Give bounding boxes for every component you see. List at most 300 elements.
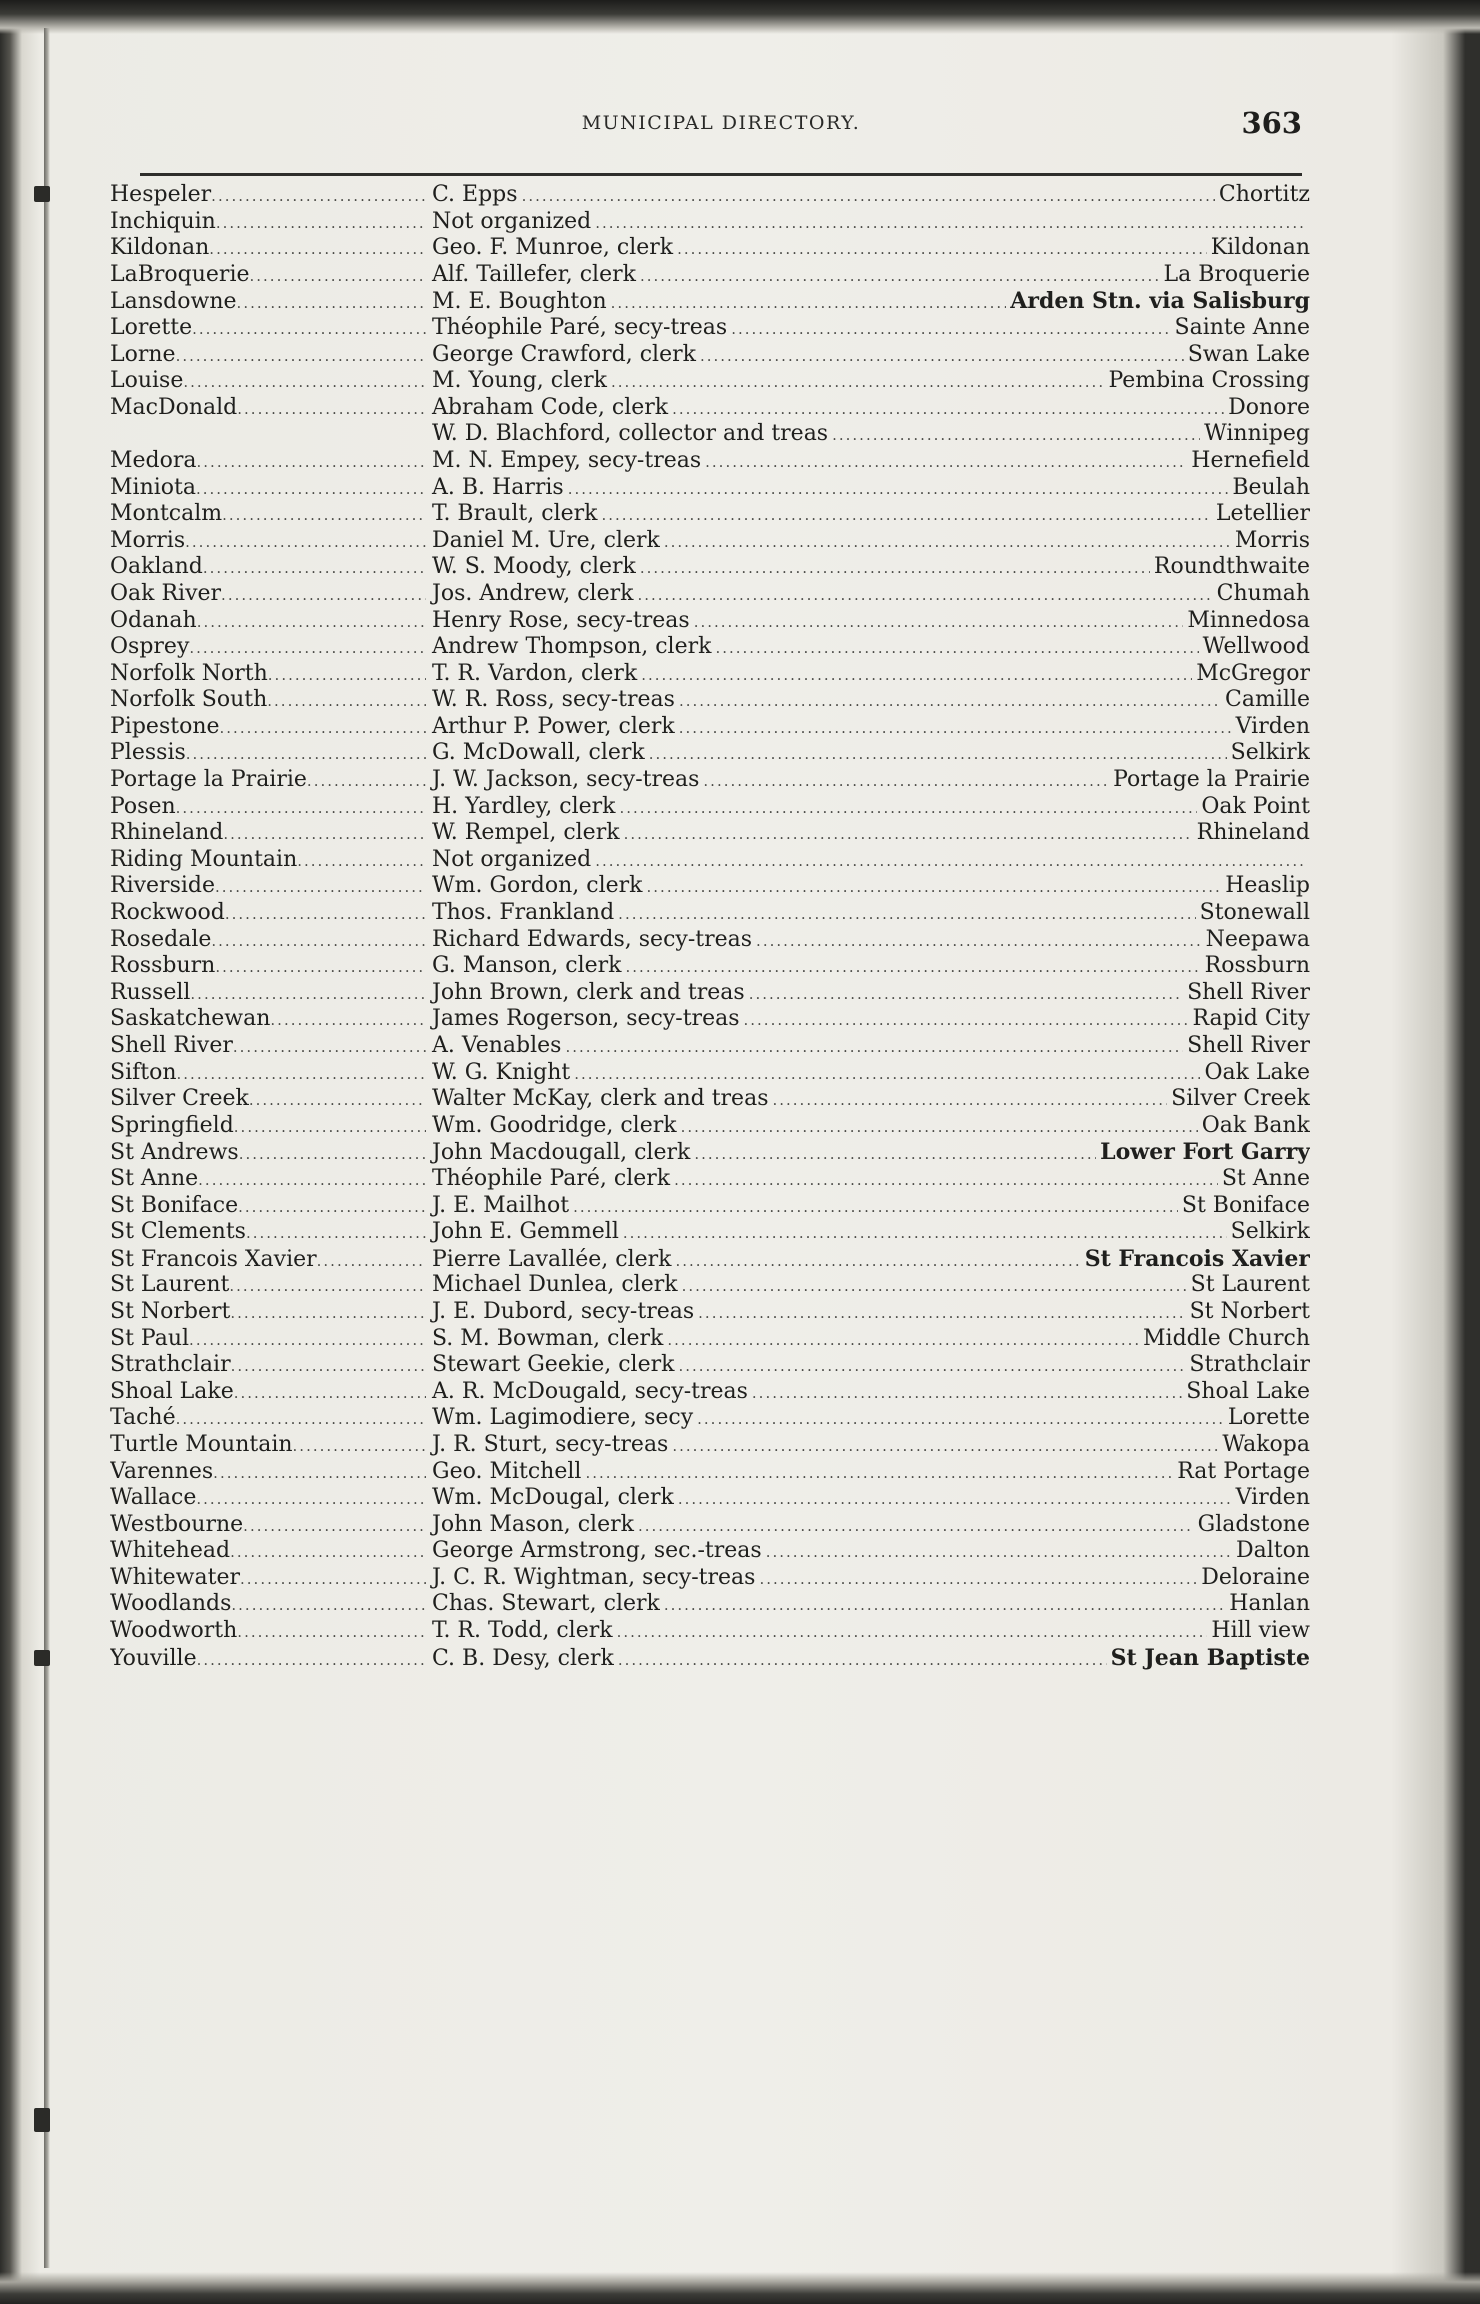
- municipality-name: St Paul: [110, 1325, 190, 1351]
- directory-entry: [110, 1459, 1310, 1486]
- officer-name: Wm. Goodridge, clerk: [432, 1112, 677, 1138]
- municipality-name: Saskatchewan: [110, 1006, 271, 1032]
- municipality-cell: [110, 1538, 426, 1565]
- officer-name: J. W. Jackson, secy-treas: [432, 767, 700, 793]
- municipality-name: Pipestone: [110, 713, 220, 739]
- municipality-name: Lorette: [110, 314, 193, 340]
- municipality-name: Russell: [110, 979, 191, 1005]
- municipality-cell: [110, 581, 426, 608]
- municipality-name: Inchiquin: [110, 208, 216, 234]
- directory-entry: [110, 687, 1310, 714]
- municipality-name: Portage la Prairie: [110, 767, 307, 793]
- post-office: Neepawa: [1205, 926, 1310, 952]
- officer-name: George Crawford, clerk: [432, 341, 696, 367]
- post-office: Arden Stn. via Salisburg: [1010, 288, 1310, 315]
- officer-name: A. Venables: [432, 1033, 562, 1058]
- directory-entry: [110, 1246, 1310, 1273]
- dot-leader: [237, 290, 426, 315]
- municipality-cell: [110, 767, 426, 794]
- municipality-name: St Clements: [110, 1219, 246, 1245]
- officer-name: John Brown, clerk and treas: [432, 979, 745, 1005]
- municipality-name: Oakland: [110, 554, 203, 580]
- directory-entry: [110, 182, 1310, 209]
- dot-leader: [240, 1566, 426, 1592]
- dot-leader: [225, 901, 426, 927]
- officer-name: J. R. Sturt, secy-treas: [432, 1431, 669, 1457]
- dot-leader: [565, 1034, 1183, 1060]
- municipality-name: Rockwood: [110, 900, 225, 926]
- officer-name: Wm. McDougal, clerk: [432, 1485, 674, 1511]
- directory-entry: [110, 1219, 1310, 1246]
- post-office: Hill view: [1211, 1618, 1310, 1644]
- municipality-cell: [110, 1033, 426, 1060]
- post-office: Chortitz: [1218, 182, 1310, 207]
- dot-leader: [198, 1167, 426, 1193]
- municipality-cell: [110, 661, 426, 688]
- officer-name: A. B. Harris: [432, 474, 564, 500]
- dot-leader: [211, 928, 426, 954]
- municipality-name: LaBroquerie: [110, 261, 250, 287]
- officer-name: Walter McKay, clerk and treas: [432, 1086, 769, 1112]
- directory-entry: [110, 288, 1310, 315]
- dot-leader: [574, 1061, 1200, 1087]
- officer-name: Richard Edwards, secy-treas: [432, 926, 753, 952]
- dot-leader: [176, 1406, 426, 1432]
- dot-leader: [293, 1433, 426, 1459]
- directory-entry: [110, 1006, 1310, 1033]
- municipality-name: Oak River: [110, 580, 222, 606]
- dot-leader: [203, 555, 426, 581]
- municipality-cell: [110, 1646, 426, 1672]
- dot-leader: [697, 1406, 1224, 1432]
- municipality-cell: [110, 1618, 426, 1645]
- officer-name: Not organized: [432, 208, 592, 234]
- municipality-name: Westbourne: [110, 1511, 244, 1537]
- dot-leader: [715, 635, 1198, 661]
- municipality-cell: [110, 289, 426, 315]
- municipality-cell: [110, 953, 426, 980]
- directory-entry: [110, 714, 1310, 741]
- municipality-name: Osprey: [110, 634, 190, 660]
- post-office: La Broquerie: [1163, 261, 1310, 287]
- directory-entry: [110, 1166, 1310, 1193]
- post-office: Letellier: [1215, 501, 1310, 527]
- municipality-name: Kildonan: [110, 235, 210, 261]
- dot-leader: [832, 422, 1200, 448]
- dot-leader: [196, 1486, 426, 1512]
- municipality-name: Norfolk North: [110, 660, 268, 686]
- dot-leader: [250, 263, 427, 289]
- dot-leader: [197, 1647, 426, 1672]
- dot-leader: [649, 741, 1227, 767]
- post-office: Hanlan: [1229, 1591, 1310, 1617]
- post-office: Dalton: [1235, 1538, 1310, 1564]
- municipality-cell: [110, 1352, 426, 1379]
- post-office: St Anne: [1221, 1165, 1310, 1191]
- post-office: Virden: [1235, 1485, 1310, 1511]
- dot-leader: [267, 688, 426, 714]
- municipality-name: Morris: [110, 527, 186, 553]
- directory-entry: [110, 980, 1310, 1007]
- dot-leader: [677, 236, 1207, 262]
- officer-name: A. R. McDougald, secy-treas: [432, 1378, 748, 1404]
- directory-entry: [110, 1139, 1310, 1166]
- directory-entry: [110, 262, 1310, 289]
- directory-entry: [110, 1405, 1310, 1432]
- directory-entry: [110, 847, 1310, 874]
- dot-leader: [231, 1353, 426, 1379]
- post-office: Stonewall: [1199, 900, 1310, 926]
- municipality-name: Taché: [110, 1405, 176, 1431]
- dot-leader: [297, 848, 426, 874]
- dot-leader: [230, 1300, 426, 1326]
- dot-leader: [618, 1647, 1107, 1672]
- post-office: Lower Fort Garry: [1100, 1139, 1310, 1166]
- municipality-name: St Francois Xavier: [110, 1246, 317, 1272]
- dot-leader: [197, 609, 426, 635]
- dot-leader: [209, 236, 426, 262]
- post-office: Donore: [1228, 394, 1310, 420]
- officer-name: Wm. Gordon, clerk: [432, 873, 643, 899]
- post-office: Pembina Crossing: [1108, 368, 1310, 394]
- post-office: Morris: [1234, 527, 1310, 553]
- post-office: Winnipeg: [1204, 421, 1310, 447]
- municipality-name: Youville: [110, 1645, 197, 1671]
- municipality-cell: [110, 1512, 426, 1539]
- dot-leader: [568, 476, 1229, 502]
- municipality-name: St Laurent: [110, 1272, 230, 1298]
- directory-entry: [110, 1618, 1310, 1645]
- dot-leader: [752, 1380, 1182, 1406]
- dot-leader: [246, 1220, 426, 1246]
- officer-name: W. G. Knight: [432, 1059, 571, 1085]
- municipality-name: Lansdowne: [110, 289, 237, 315]
- municipality-cell: [110, 448, 426, 475]
- municipality-cell: [110, 873, 426, 900]
- dot-leader: [674, 1167, 1218, 1193]
- municipality-cell: [110, 1299, 426, 1326]
- post-office: Camille: [1225, 687, 1310, 713]
- directory-entry: [110, 1060, 1310, 1087]
- dot-leader: [679, 715, 1232, 741]
- dot-leader: [611, 369, 1104, 395]
- municipality-name: Riverside: [110, 873, 215, 899]
- officer-name: Théophile Paré, clerk: [432, 1165, 671, 1191]
- post-office: Shoal Lake: [1186, 1378, 1310, 1404]
- municipality-cell: [110, 980, 426, 1007]
- directory-entry: [110, 740, 1310, 767]
- officer-name: Théophile Paré, secy-treas: [432, 314, 728, 340]
- officer-name: W. R. Ross, secy-treas: [432, 687, 675, 713]
- dot-leader: [624, 821, 1193, 847]
- dot-leader: [678, 1353, 1185, 1379]
- municipality-name: Silver Creek: [110, 1086, 249, 1112]
- municipality-name: Shell River: [110, 1033, 233, 1058]
- directory-entry: [110, 581, 1310, 608]
- scan-top-edge: [0, 0, 1480, 34]
- dot-leader: [216, 210, 426, 236]
- municipality-name: Medora: [110, 447, 197, 473]
- dot-leader: [186, 741, 426, 767]
- directory-entry: [110, 342, 1310, 369]
- post-office: Gladstone: [1197, 1511, 1310, 1537]
- dot-leader: [617, 1619, 1208, 1645]
- post-office: St Boniface: [1181, 1192, 1310, 1218]
- dot-leader: [641, 662, 1192, 688]
- dot-leader: [177, 1061, 426, 1087]
- directory-entry: [110, 528, 1310, 555]
- municipality-name: Whitewater: [110, 1564, 241, 1590]
- directory-entry: [110, 927, 1310, 954]
- municipality-cell: [110, 634, 426, 661]
- dot-leader: [522, 183, 1215, 209]
- dot-leader: [694, 609, 1184, 635]
- post-office: Oak Point: [1201, 793, 1310, 819]
- municipality-name: Springfield: [110, 1112, 234, 1138]
- binding-clip-mark: [34, 1650, 50, 1666]
- officer-name: M. N. Empey, secy-treas: [432, 447, 702, 473]
- municipality-name: Shoal Lake: [110, 1378, 234, 1404]
- officer-name: H. Yardley, clerk: [432, 793, 616, 819]
- municipality-cell: [110, 1272, 426, 1299]
- municipality-cell: [110, 1405, 426, 1432]
- post-office: Minnedosa: [1187, 607, 1310, 633]
- officer-name: J. E. Mailhot: [432, 1192, 570, 1218]
- municipality-cell: [110, 1086, 426, 1113]
- officer-name: Pierre Lavallée, clerk: [432, 1246, 672, 1272]
- dot-leader: [190, 981, 426, 1007]
- dot-leader: [611, 290, 1007, 315]
- directory-entry: [110, 421, 1310, 448]
- directory-entry: [110, 395, 1310, 422]
- dot-leader: [196, 476, 426, 502]
- municipality-name: Sifton: [110, 1059, 177, 1085]
- municipality-cell: [110, 209, 426, 236]
- dot-leader: [183, 369, 426, 395]
- directory-entry: [110, 235, 1310, 262]
- municipality-cell: [110, 1591, 426, 1618]
- post-office: Chumah: [1216, 580, 1310, 606]
- municipality-cell: [110, 315, 426, 342]
- post-office: Hernefield: [1191, 447, 1310, 473]
- officer-name: Jos. Andrew, clerk: [432, 580, 634, 606]
- municipality-name: Rosedale: [110, 926, 212, 952]
- dot-leader: [307, 768, 426, 794]
- dot-leader: [192, 316, 426, 342]
- municipality-cell: [110, 501, 426, 528]
- municipality-cell: [110, 1432, 426, 1459]
- officer-name: Abraham Code, clerk: [432, 394, 669, 420]
- municipality-name: Rossburn: [110, 953, 216, 979]
- directory-entry: [110, 1485, 1310, 1512]
- dot-leader: [682, 1273, 1187, 1299]
- municipality-cell: [110, 182, 426, 209]
- dot-leader: [215, 954, 426, 980]
- directory-entry: [110, 554, 1310, 581]
- directory-entry: [110, 1299, 1310, 1326]
- directory-entry: [110, 820, 1310, 847]
- directory-entry: [110, 634, 1310, 661]
- dot-leader: [234, 1380, 426, 1406]
- directory-entry: [110, 1645, 1310, 1672]
- officer-name: T. R. Vardon, clerk: [432, 660, 638, 686]
- dot-leader: [268, 662, 426, 688]
- post-office: St Norbert: [1189, 1298, 1310, 1324]
- dot-leader: [215, 874, 426, 900]
- dot-leader: [211, 183, 426, 209]
- dot-leader: [233, 1034, 426, 1060]
- post-office: Oak Lake: [1204, 1059, 1310, 1085]
- post-office: Selkirk: [1230, 740, 1310, 766]
- directory-entry: [110, 873, 1310, 900]
- dot-leader: [759, 1566, 1197, 1592]
- municipality-cell: [110, 262, 426, 289]
- municipality-cell: [110, 1565, 426, 1592]
- dot-leader: [623, 1220, 1227, 1246]
- directory-entry: [110, 661, 1310, 688]
- dot-leader: [238, 1194, 426, 1220]
- directory-entry: [110, 448, 1310, 475]
- directory-entry: [110, 1352, 1310, 1379]
- municipality-cell: [110, 687, 426, 714]
- directory-entry: [110, 315, 1310, 342]
- officer-name: George Armstrong, sec.-treas: [432, 1538, 762, 1564]
- post-office: Wellwood: [1202, 634, 1310, 660]
- municipality-name: Turtle Mountain: [110, 1431, 293, 1457]
- directory-entry: [110, 501, 1310, 528]
- municipality-name: Hespeler: [110, 182, 212, 207]
- dot-leader: [237, 1619, 426, 1645]
- municipality-cell: [110, 1006, 426, 1033]
- dot-leader: [270, 1007, 426, 1033]
- municipality-name: Norfolk South: [110, 687, 268, 713]
- post-office: Lorette: [1227, 1405, 1310, 1431]
- post-office: St Francois Xavier: [1084, 1245, 1310, 1272]
- officer-name: W. S. Moody, clerk: [432, 554, 636, 580]
- municipality-name: Odanah: [110, 607, 197, 633]
- dot-leader: [694, 1141, 1096, 1166]
- municipality-cell: [110, 847, 426, 874]
- directory-entry: [110, 1326, 1310, 1353]
- municipality-cell: [110, 900, 426, 927]
- officer-name: W. D. Blachford, collector and treas: [432, 421, 829, 447]
- post-office: Shell River: [1187, 979, 1310, 1005]
- dot-leader: [772, 1087, 1167, 1113]
- dot-leader: [234, 1114, 426, 1140]
- officer-name: Henry Rose, secy-treas: [432, 607, 690, 633]
- directory-entry: [110, 1379, 1310, 1406]
- binding-clip-mark: [34, 2108, 50, 2132]
- officer-name: Alf. Taillefer, clerk: [432, 261, 636, 287]
- directory-entry: [110, 1193, 1310, 1220]
- officer-name: C. Epps: [432, 182, 518, 207]
- municipality-cell: [110, 794, 426, 821]
- dot-leader: [223, 821, 426, 847]
- municipality-cell: [110, 554, 426, 581]
- municipality-cell: [110, 1113, 426, 1140]
- dot-leader: [213, 1460, 426, 1486]
- post-office: Oak Bank: [1201, 1112, 1310, 1138]
- dot-leader: [573, 1194, 1178, 1220]
- post-office: McGregor: [1196, 660, 1310, 686]
- dot-leader: [705, 449, 1187, 475]
- officer-name: Arthur P. Power, clerk: [432, 713, 675, 739]
- officer-name: James Rogerson, secy-treas: [432, 1006, 740, 1032]
- post-office: Wakopa: [1222, 1431, 1310, 1457]
- dot-leader: [698, 1300, 1185, 1326]
- header-rule: [140, 173, 1302, 176]
- post-office: Rhineland: [1196, 820, 1310, 846]
- officer-name: J. C. R. Wightman, secy-treas: [432, 1564, 756, 1590]
- post-office: Beulah: [1232, 474, 1310, 500]
- officer-name: T. R. Todd, clerk: [432, 1618, 613, 1644]
- officer-name: W. Rempel, clerk: [432, 820, 620, 846]
- post-office: Sainte Anne: [1174, 314, 1310, 340]
- municipality-cell: [110, 608, 426, 635]
- municipality-cell: [110, 528, 426, 555]
- dot-leader: [640, 263, 1160, 289]
- directory-entry: [110, 1512, 1310, 1539]
- officer-name: M. E. Boughton: [432, 289, 607, 315]
- municipality-cell: [110, 342, 426, 369]
- dot-leader: [637, 582, 1212, 608]
- municipality-name: Montcalm: [110, 501, 223, 527]
- page-binding-edge: [44, 28, 50, 2268]
- municipality-name: Varennes: [110, 1458, 214, 1484]
- officer-name: John Mason, clerk: [432, 1511, 634, 1537]
- municipality-name: Louise: [110, 368, 184, 394]
- dot-leader: [647, 874, 1222, 900]
- directory-entry: [110, 1538, 1310, 1565]
- directory-entry: [110, 900, 1310, 927]
- dot-leader: [595, 848, 1306, 874]
- dot-leader: [317, 1248, 426, 1273]
- municipal-directory-listing: [110, 182, 1310, 1671]
- page-number: 363: [1241, 106, 1302, 140]
- directory-entry: [110, 368, 1310, 395]
- municipality-name: Woodworth: [110, 1618, 238, 1644]
- dot-leader: [640, 555, 1150, 581]
- dot-leader: [189, 1327, 426, 1353]
- post-office: Deloraine: [1201, 1564, 1310, 1590]
- dot-leader: [220, 715, 426, 741]
- binding-clip-mark: [34, 186, 50, 202]
- municipality-cell: [110, 1326, 426, 1353]
- dot-leader: [249, 1087, 426, 1113]
- dot-leader: [766, 1539, 1232, 1565]
- post-office: Kildonan: [1210, 235, 1310, 261]
- directory-entry: [110, 1565, 1310, 1592]
- post-office: Rapid City: [1192, 1006, 1310, 1032]
- officer-name: Daniel M. Ure, clerk: [432, 527, 660, 553]
- directory-entry: [110, 1033, 1310, 1060]
- dot-leader: [231, 1592, 426, 1618]
- post-office: Swan Lake: [1187, 341, 1310, 367]
- municipality-cell: [110, 235, 426, 262]
- post-office: St Jean Baptiste: [1110, 1644, 1310, 1671]
- directory-entry: [110, 1432, 1310, 1459]
- municipality-name: Posen: [110, 793, 176, 819]
- dot-leader: [221, 582, 426, 608]
- municipality-name: St Norbert: [110, 1298, 231, 1324]
- dot-leader: [189, 635, 426, 661]
- municipality-cell: [110, 1485, 426, 1512]
- municipality-cell: [110, 368, 426, 395]
- officer-name: Michael Dunlea, clerk: [432, 1272, 678, 1298]
- dot-leader: [681, 1114, 1198, 1140]
- municipality-cell: [110, 714, 426, 741]
- officer-name: G. Manson, clerk: [432, 953, 622, 979]
